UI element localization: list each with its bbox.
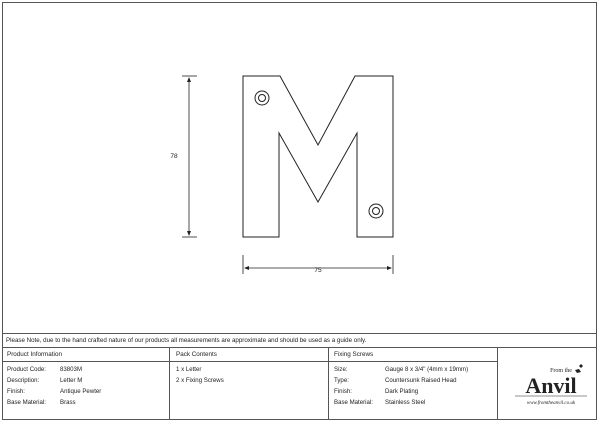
screw-hole-bottom bbox=[369, 204, 383, 218]
screw-size-value: Gauge 8 x 3/4" (4mm x 19mm) bbox=[385, 366, 469, 373]
anvil-icon bbox=[575, 364, 583, 373]
column-divider-1 bbox=[169, 348, 170, 420]
screw-material-label: Base Material: bbox=[334, 399, 373, 406]
base-material-label: Base Material: bbox=[7, 399, 46, 406]
logo-brand: Anvil bbox=[525, 373, 577, 398]
fixing-screws-heading: Fixing Screws bbox=[334, 351, 374, 358]
finish-label: Finish: bbox=[7, 388, 25, 395]
height-dimension bbox=[182, 76, 197, 237]
screw-material-value: Stainless Steel bbox=[385, 399, 426, 406]
screw-type-value: Countersunk Raised Head bbox=[385, 377, 457, 384]
product-code-label: Product Code: bbox=[7, 366, 46, 373]
from-the-anvil-logo bbox=[505, 362, 593, 414]
screw-type-label: Type: bbox=[334, 377, 349, 384]
logo-from-the: From the bbox=[550, 368, 572, 374]
product-code-value: 83803M bbox=[60, 366, 83, 373]
letter-m-outline bbox=[243, 76, 393, 237]
finish-value: Antique Pewter bbox=[60, 388, 102, 395]
screw-finish-value: Dark Plating bbox=[385, 388, 419, 395]
pack-contents-heading: Pack Contents bbox=[176, 351, 217, 358]
logo-url: www.fromtheanvil.co.uk bbox=[526, 401, 576, 406]
table-header-divider bbox=[2, 361, 497, 362]
column-divider-2 bbox=[328, 348, 329, 420]
width-dimension-label: 75 bbox=[314, 267, 322, 274]
base-material-value: Brass bbox=[60, 399, 76, 406]
column-divider-3 bbox=[497, 348, 498, 420]
screw-hole-top bbox=[255, 91, 269, 105]
screw-size-label: Size: bbox=[334, 366, 348, 373]
table-top-divider bbox=[2, 347, 597, 348]
note-top-divider bbox=[2, 333, 597, 334]
disclaimer-note: Please Note, due to the hand crafted nature of our products all measurements are approximate and should be used as a guide only. bbox=[6, 337, 367, 344]
height-dimension-label: 78 bbox=[170, 153, 178, 160]
description-label: Description: bbox=[7, 377, 40, 384]
description-value: Letter M bbox=[60, 377, 83, 384]
screw-finish-label: Finish: bbox=[334, 388, 352, 395]
pack-item: 1 x Letter bbox=[176, 366, 202, 373]
pack-item: 2 x Fixing Screws bbox=[176, 377, 224, 384]
product-info-heading: Product Information bbox=[7, 351, 62, 358]
